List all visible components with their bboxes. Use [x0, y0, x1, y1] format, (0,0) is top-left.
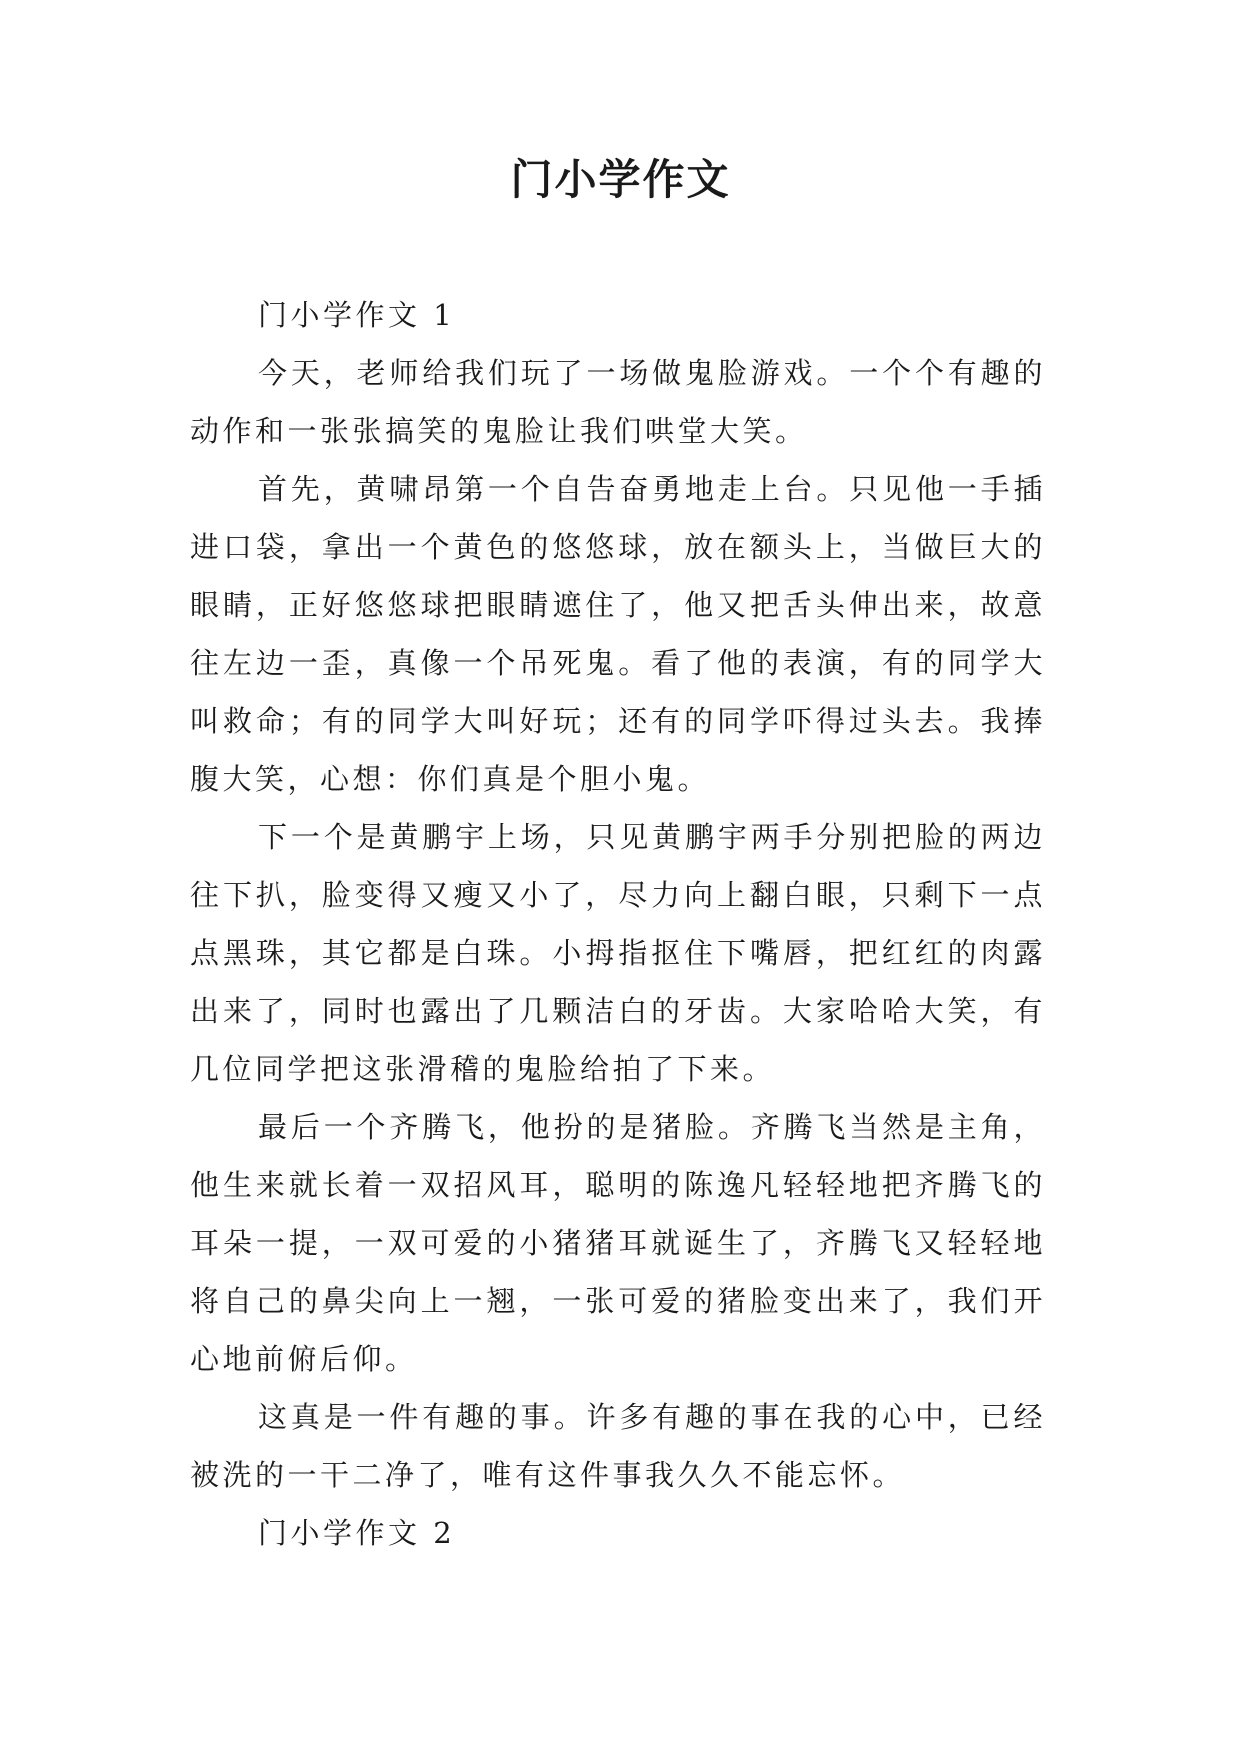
document-body	[190, 286, 1046, 1562]
paragraph: 这真是一件有趣的事。许多有趣的事在我的心中，已经被洗的一干二净了，唯有这件事我久久不能忘怀。	[190, 1400, 1046, 1492]
document-title: 门小学作文	[510, 155, 731, 204]
paragraph: 今天，老师给我们玩了一场做鬼脸游戏。一个个有趣的动作和一张张搞笑的鬼脸让我们哄堂大笑。	[190, 356, 1046, 448]
paragraph: 最后一个齐腾飞，他扮的是猪脸。齐腾飞当然是主角，他生来就长着一双招风耳，聪明的陈逸凡轻轻地把齐腾飞的耳朵一提，一双可爱的小猪猪耳就诞生了，齐腾飞又轻轻地将自己的鼻尖向上一翘，一张可爱的猪脸变出来了，我们开心地前俯后仰。	[190, 1110, 1046, 1376]
section-heading-2: 门小学作文 2	[258, 1516, 456, 1550]
section-heading-1: 门小学作文 1	[258, 298, 456, 332]
paragraph: 下一个是黄鹏宇上场，只见黄鹏宇两手分别把脸的两边往下扒，脸变得又瘦又小了，尽力向上翻白眼，只剩下一点点黑珠，其它都是白珠。小拇指抠住下嘴唇，把红红的肉露出来了，同时也露出了几颗洁白的牙齿。大家哈哈大笑，有几位同学把这张滑稽的鬼脸给拍了下来。	[190, 820, 1046, 1086]
paragraph: 首先，黄啸昂第一个自告奋勇地走上台。只见他一手插进口袋，拿出一个黄色的悠悠球，放在额头上，当做巨大的眼睛，正好悠悠球把眼睛遮住了，他又把舌头伸出来，故意往左边一歪，真像一个吊死鬼。看了他的表演，有的同学大叫救命；有的同学大叫好玩；还有的同学吓得过头去。我捧腹大笑，心想：你们真是个胆小鬼。	[190, 472, 1046, 796]
